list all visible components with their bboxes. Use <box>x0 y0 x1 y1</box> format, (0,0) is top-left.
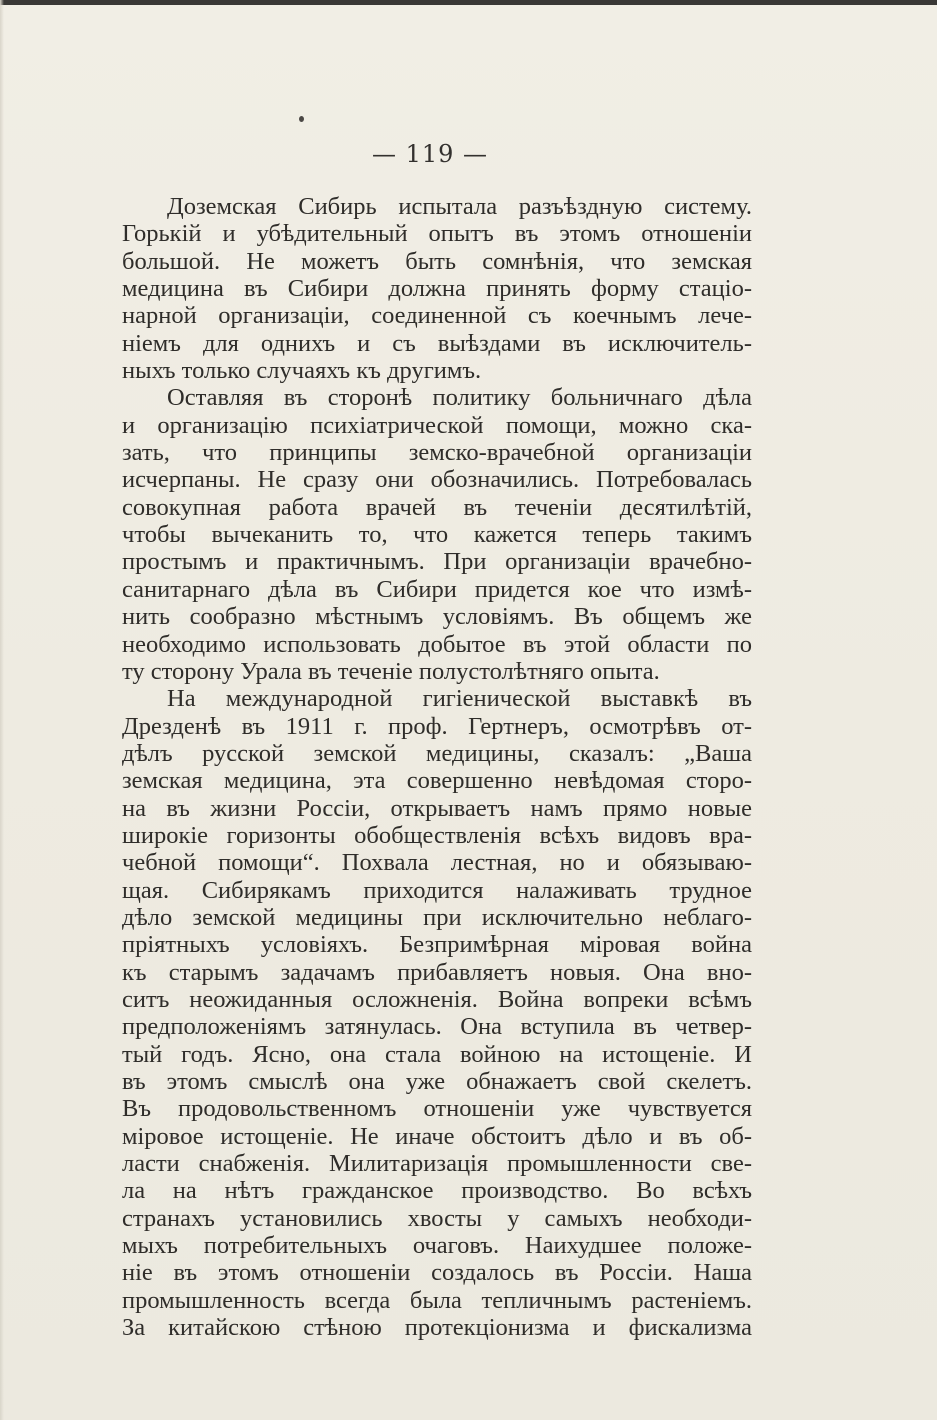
text-line: ласти снабженія. Милитаризація промышленности све- <box>122 1150 752 1178</box>
text-line: нить сообразно мѣстнымъ условіямъ. Въ общемъ же <box>122 603 752 631</box>
text-line: исчерпаны. Не сразу они обозначились. Потребовалась <box>122 466 752 494</box>
text-line: дѣлъ русской земской медицины, сказалъ: „Ваша <box>122 739 752 767</box>
text-line: медицина въ Сибири должна принять форму стаціо- <box>122 275 752 303</box>
text-line: Оставляя въ сторонѣ политику больничнаго дѣла <box>167 384 752 412</box>
text-line: чебной помощи“. Похвала лестная, но и обязываю- <box>122 849 752 877</box>
text-line: промышленность всегда была тепличнымъ растеніемъ. <box>122 1286 752 1314</box>
text-line: мыхъ потребительныхъ очаговъ. Наихудшее положе- <box>122 1232 752 1260</box>
text-line: пріятныхъ условіяхъ. Безпримѣрная міровая война <box>122 931 752 959</box>
body-text <box>122 193 752 1341</box>
text-line: въ этомъ смыслѣ она уже обнажаетъ свой скелетъ. <box>122 1068 752 1095</box>
text-line: санитарнаго дѣла въ Сибири придется кое что измѣ- <box>122 575 752 603</box>
text-line: За китайскою стѣною протекціонизма и фискализма <box>122 1314 752 1342</box>
text-line: міровое истощеніе. Не иначе обстоитъ дѣло и въ об- <box>122 1122 752 1150</box>
text-line: предположеніямъ затянулась. Она вступила въ четвер- <box>122 1013 752 1041</box>
page-left-edge <box>0 0 4 1420</box>
text-line: ту сторону Урала въ теченіе полустолѣтняго опыта. <box>122 657 660 685</box>
text-line: Горькій и убѣдительный опытъ въ этомъ отношеніи <box>122 220 752 248</box>
text-line: ла на нѣтъ гражданское производство. Во всѣхъ <box>122 1177 752 1205</box>
text-line: Доземская Сибирь испытала разъѣздную систему. <box>167 193 752 220</box>
text-line: ніе въ этомъ отношеніи создалось въ Россіи. Наша <box>122 1259 752 1287</box>
text-line: нарной организаціи, соединенной съ коечнымъ лече- <box>122 302 752 330</box>
text-line: чтобы вычеканить то, что кажется теперь такимъ <box>122 521 752 549</box>
text-line: широкіе горизонты обобществленія всѣхъ видовъ вра- <box>122 821 752 849</box>
text-line: на въ жизни Россіи, открываетъ намъ прямо новые <box>122 794 752 822</box>
text-line: необходимо использовать добытое въ этой области по <box>122 630 752 658</box>
text-line: ніемъ для однихъ и съ выѣздами въ исключитель- <box>122 329 752 357</box>
text-line: большой. Не можетъ быть сомнѣнія, что земская <box>122 247 752 275</box>
text-line: тый годъ. Ясно, она стала войною на истощеніе. И <box>122 1040 752 1068</box>
text-line: ныхъ только случаяхъ къ другимъ. <box>122 357 482 385</box>
text-line: ситъ неожиданныя осложненія. Война вопреки всѣмъ <box>122 985 752 1013</box>
text-line: зать, что принципы земско-врачебной организаціи <box>122 439 752 467</box>
text-line: странахъ установились хвосты у самыхъ необходи- <box>122 1204 752 1232</box>
text-line: дѣло земской медицины при исключительно неблаго- <box>122 903 752 931</box>
text-line: и организацію психіатрической помощи, можно ска- <box>122 411 752 439</box>
text-line: земская медицина, эта совершенно невѣдомая сторо- <box>122 767 752 795</box>
text-line: щая. Сибирякамъ приходится налаживать трудное <box>122 876 752 904</box>
text-line: Дрезденѣ въ 1911 г. проф. Гертнеръ, осмотрѣвъ от- <box>122 712 752 740</box>
page-top-edge <box>0 0 937 5</box>
text-line: Въ продовольственномъ отношеніи уже чувствуется <box>122 1095 752 1123</box>
page-number: — 119 — <box>371 140 489 168</box>
ink-speck <box>299 116 304 122</box>
text-line: простымъ и практичнымъ. При организаціи врачебно- <box>122 548 752 576</box>
text-line: къ старымъ задачамъ прибавляетъ новыя. Она вно- <box>122 958 752 986</box>
text-line: совокупная работа врачей въ теченіи десятилѣтій, <box>122 493 752 521</box>
text-line: На международной гигіенической выставкѣ въ <box>167 685 752 713</box>
